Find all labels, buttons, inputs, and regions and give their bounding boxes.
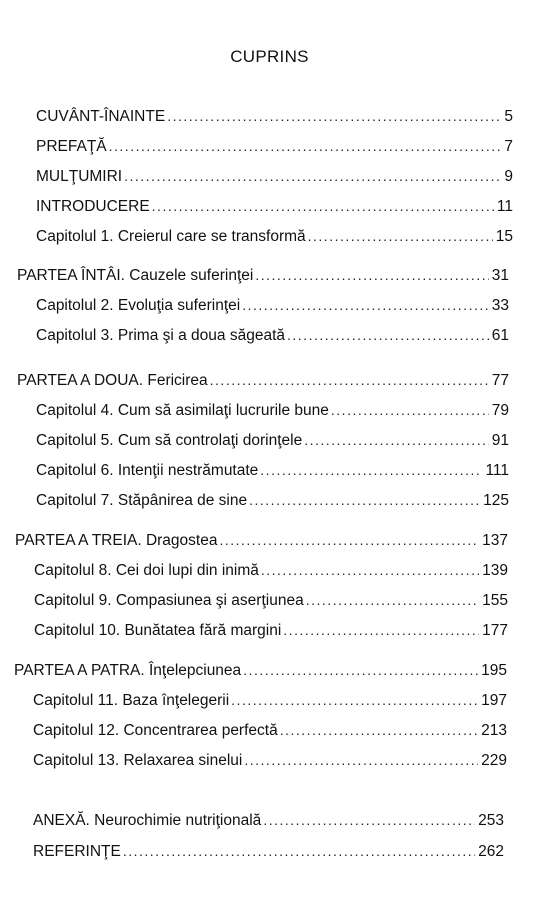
toc-page-number: 91	[491, 432, 509, 449]
toc-entry-label: REFERINŢE	[33, 843, 121, 860]
toc-entry-capitolul-7[interactable]	[36, 490, 509, 510]
toc-entry-anexa[interactable]	[33, 810, 504, 830]
toc-entry-introducere[interactable]	[36, 196, 513, 216]
toc-entry-label: Capitolul 1. Creierul care se transformă	[36, 228, 306, 245]
toc-page-number: 137	[482, 532, 508, 549]
toc-page-number: 229	[481, 752, 507, 769]
dot-leader	[124, 166, 501, 186]
toc-entry-capitolul-5[interactable]	[36, 430, 509, 450]
dot-leader	[255, 265, 488, 285]
toc-page-number: 33	[491, 297, 509, 314]
toc-entry-label: PARTEA ÎNTÂI. Cauzele suferinţei	[17, 267, 254, 284]
toc-page-number: 213	[481, 722, 507, 739]
toc-entry-partea-a-doua[interactable]	[17, 370, 509, 390]
dot-leader	[308, 226, 493, 246]
toc-entry-capitolul-6[interactable]	[36, 460, 509, 480]
toc-entry-label: Capitolul 10. Bunătatea fără margini	[34, 622, 282, 639]
toc-page-number: 253	[478, 812, 504, 829]
toc-page-number: 79	[491, 402, 509, 419]
toc-entry-label: Capitolul 3. Prima şi a doua săgeată	[36, 327, 286, 344]
toc-entry-label: Capitolul 2. Evoluţia suferinţei	[36, 297, 241, 314]
dot-leader	[167, 106, 501, 126]
toc-entry-capitolul-2[interactable]	[36, 295, 509, 315]
dot-leader	[261, 560, 479, 580]
dot-leader	[260, 460, 482, 480]
toc-entry-capitolul-12[interactable]	[33, 720, 507, 740]
dot-leader	[243, 660, 478, 680]
toc-entry-label: MULŢUMIRI	[36, 168, 123, 185]
toc-entry-label: PARTEA A PATRA. Înţelepciunea	[14, 662, 242, 679]
toc-entry-label: ANEXĂ. Neurochimie nutriţională	[33, 812, 262, 829]
dot-leader	[283, 620, 479, 640]
toc-entry-label: PREFAŢĂ	[36, 138, 107, 155]
toc-page-number: 125	[483, 492, 509, 509]
toc-page-number: 31	[491, 267, 509, 284]
dot-leader	[287, 325, 489, 345]
toc-entry-label: Capitolul 7. Stăpânirea de sine	[36, 492, 248, 509]
toc-entry-partea-a-patra[interactable]	[14, 660, 507, 680]
toc-entry-label: INTRODUCERE	[36, 198, 150, 215]
toc-page-number: 139	[482, 562, 508, 579]
toc-page-number: 111	[485, 462, 509, 479]
dot-leader	[219, 530, 479, 550]
toc-entry-multumiri[interactable]	[36, 166, 513, 186]
toc-page-number: 77	[491, 372, 509, 389]
toc-entry-partea-intai[interactable]	[17, 265, 509, 285]
toc-entry-capitolul-3[interactable]	[36, 325, 509, 345]
dot-leader	[331, 400, 489, 420]
toc-entry-label: Capitolul 6. Intenţii nestrămutate	[36, 462, 259, 479]
toc-page-number: 262	[478, 843, 504, 860]
toc-entry-capitolul-9[interactable]	[34, 590, 508, 610]
toc-entry-referinte[interactable]	[33, 841, 504, 861]
toc-entry-label: PARTEA A DOUA. Fericirea	[17, 372, 208, 389]
toc-entry-label: CUVÂNT-ÎNAINTE	[36, 108, 166, 125]
toc-entry-capitolul-4[interactable]	[36, 400, 509, 420]
toc-page-number: 7	[504, 138, 513, 155]
toc-entry-cuvant-inainte[interactable]	[36, 106, 513, 126]
toc-page-number: 177	[482, 622, 508, 639]
toc-page-number: 15	[495, 228, 513, 245]
toc-entry-label: Capitolul 13. Relaxarea sinelui	[33, 752, 243, 769]
dot-leader	[152, 196, 494, 216]
toc-page-number: 5	[504, 108, 513, 125]
toc-entry-capitolul-8[interactable]	[34, 560, 508, 580]
page-title: CUPRINS	[230, 47, 309, 66]
toc-entry-partea-a-treia[interactable]	[15, 530, 508, 550]
toc-entry-prefata[interactable]	[36, 136, 513, 156]
toc-entry-label: Capitolul 11. Baza înţelegerii	[33, 692, 230, 709]
toc-page-number: 9	[504, 168, 513, 185]
dot-leader	[242, 295, 489, 315]
toc-page-number: 61	[491, 327, 509, 344]
dot-leader	[123, 841, 475, 861]
toc-entry-label: Capitolul 4. Cum să asimilaţi lucrurile bune	[36, 402, 329, 419]
toc-page-number: 11	[496, 198, 513, 215]
toc-entry-label: Capitolul 9. Compasiunea şi aserţiunea	[34, 592, 304, 609]
toc-page-number: 197	[481, 692, 507, 709]
toc-entry-capitolul-13[interactable]	[33, 750, 507, 770]
toc-entry-capitolul-11[interactable]	[33, 690, 507, 710]
dot-leader	[244, 750, 478, 770]
dot-leader	[249, 490, 480, 510]
toc-entry-label: Capitolul 8. Cei doi lupi din inimă	[34, 562, 259, 579]
dot-leader	[210, 370, 489, 390]
toc-entry-capitolul-10[interactable]	[34, 620, 508, 640]
dot-leader	[306, 590, 479, 610]
toc-entry-label: Capitolul 5. Cum să controlaţi dorinţele	[36, 432, 303, 449]
dot-leader	[109, 136, 502, 156]
toc-entry-label: PARTEA A TREIA. Dragostea	[15, 532, 218, 549]
toc-entry-label: Capitolul 12. Concentrarea perfectă	[33, 722, 278, 739]
dot-leader	[280, 720, 478, 740]
toc-page-number: 155	[482, 592, 508, 609]
toc-entry-capitolul-1[interactable]	[36, 226, 513, 246]
toc-page-number: 195	[481, 662, 507, 679]
dot-leader	[304, 430, 489, 450]
dot-leader	[231, 690, 478, 710]
dot-leader	[263, 810, 475, 830]
